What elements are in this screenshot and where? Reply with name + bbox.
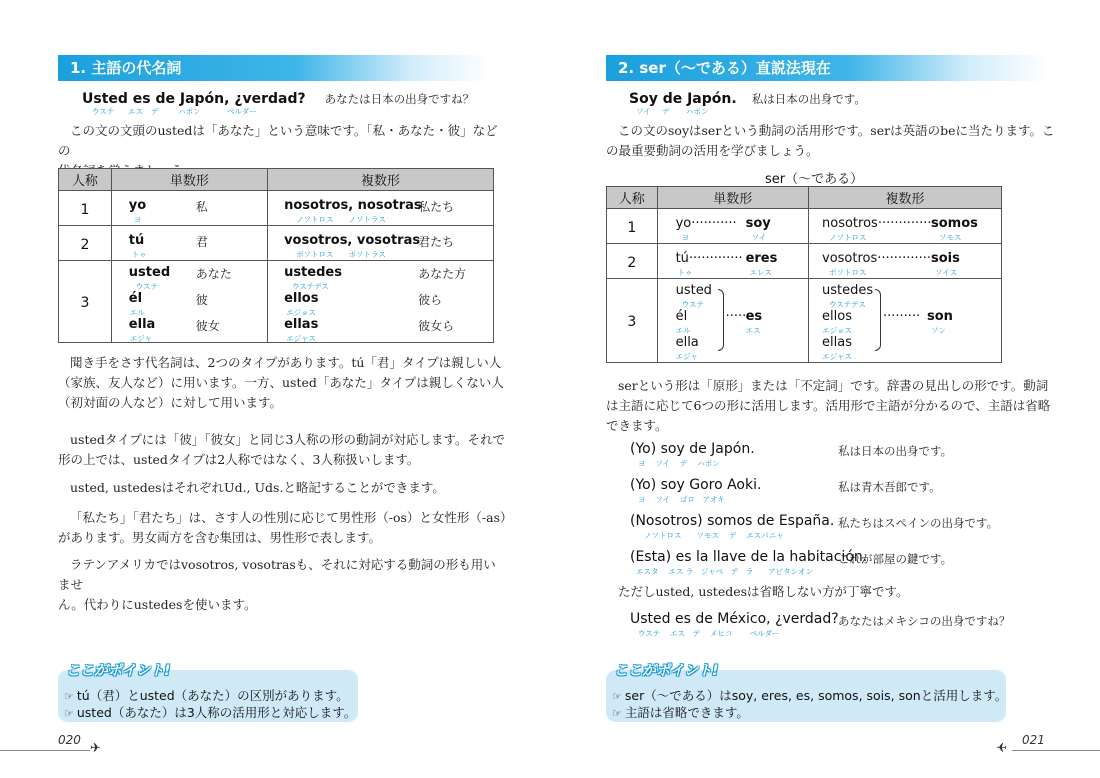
leader-dots: ········· xyxy=(883,309,921,324)
pointing-hand-icon: ☞ xyxy=(612,690,622,703)
japanese-translation: 私は日本の出身です。 xyxy=(751,92,866,106)
table-header: 複数形 xyxy=(809,187,1002,209)
intro-paragraph: この文のsoyはserという動詞の活用形です。serは英語のbeに当たります。こ の最重要動詞の活用を学びましょう。 xyxy=(606,123,1055,158)
kana-reading: ベルダー xyxy=(227,107,257,116)
body-paragraph: 聞き手をさす代名詞は、2つのタイプがあります。tú「君」タイプは親しい人 （家族、友人など）に用います。一方、usted「あなた」タイプは親しくない人 （初対面の人など）に対して用います。 xyxy=(58,355,504,410)
airplane-icon: ✈ xyxy=(90,741,101,756)
table-row: 1 yo ヨ 私 nosotros, nosotras ノソトロス ノソトラス 私たち xyxy=(59,191,494,226)
page-number: 021 xyxy=(1022,733,1045,747)
table-header: 単数形 xyxy=(657,187,808,209)
kana-reading: ハポン xyxy=(178,107,201,116)
body-paragraph: ustedタイプには「彼」「彼女」と同じ3人称の形の動詞が対応します。それで 形の上では、ustedタイプは2人称ではなく、3人称扱いします。 xyxy=(58,432,505,467)
body-paragraph: usted, ustedesはそれぞれUd., Uds.と略記することができます。 xyxy=(70,480,445,495)
point-line: ☞ usted（あなた）は3人称の活用形と対応します。 xyxy=(64,705,357,720)
pointing-hand-icon: ☞ xyxy=(64,690,74,703)
footer-rule xyxy=(1012,750,1100,751)
table-row: 1 yo··········· ヨ soy ソイ nosotros············· ノソトロス somos ソモス xyxy=(607,209,1002,244)
table-header: 人称 xyxy=(59,169,112,191)
example-sentence xyxy=(629,88,866,107)
body-paragraph: serという形は「原形」または「不定詞」です。辞書の見出しの形です。動詞 は主語に応じて6つの形に活用します。活用形で主語が分かるので、主語は省略 できます。 xyxy=(606,378,1051,433)
example-sentence: (Yo) soy Goro Aoki. xyxy=(630,477,762,493)
pronoun-table xyxy=(58,168,494,343)
example-sentence: Usted es de México, ¿verdad? xyxy=(630,611,839,627)
point-line: ☞ tú（君）とusted（あなた）の区別があります。 xyxy=(64,688,349,703)
spanish-text: Soy de Japón. xyxy=(629,91,737,107)
example-sentence: (Yo) soy de Japón. xyxy=(630,441,755,457)
footer-rule xyxy=(0,750,90,751)
example-sentence xyxy=(82,88,474,107)
airplane-icon: ✈ xyxy=(996,741,1007,756)
leader-dots: ····· xyxy=(725,309,747,324)
point-line: ☞ ser（〜である）はsoy, eres, es, somos, sois, sonと活用します。 xyxy=(612,688,1008,703)
example-sentence: (Nosotros) somos de España. xyxy=(630,513,835,529)
table-row: 2 tú············· トゥ eres エレス vosotros············· ボソトロス sois ソイス xyxy=(607,244,1002,279)
point-label: ここがポイント! xyxy=(614,663,719,679)
table-row: 2 tú トゥ 君 vosotros, vosotras ボソトロス ボソトラス 君たち xyxy=(59,226,494,261)
kana-reading: デ xyxy=(151,107,159,116)
conjugation-table xyxy=(606,186,1002,363)
point-label: ここがポイント! xyxy=(66,663,171,679)
brace xyxy=(718,289,724,351)
pointing-hand-icon: ☞ xyxy=(612,707,622,720)
table-caption: ser（〜である） xyxy=(765,172,864,187)
kana-reading: エス xyxy=(128,107,143,116)
section-title: 1. 主語の代名詞 xyxy=(58,55,490,81)
kana-reading: ウステ xyxy=(92,107,115,116)
brace xyxy=(875,289,881,351)
pointing-hand-icon: ☞ xyxy=(64,707,74,720)
table-header: 単数形 xyxy=(111,169,267,191)
section-title: 2. ser（〜である）直説法現在 xyxy=(606,55,1048,81)
body-paragraph: 「私たち」「君たち」は、さす人の性別に応じて男性形（-os）と女性形（-as） があります。男女両方を含む集団は、男性形で表します。 xyxy=(58,510,513,545)
right-page: 2. ser（〜である）直説法現在 Soy de Japón. 私は日本の出身です。 ソイ デ ハポン この文のsoyはserという動詞の活用形です。serは英語のbeに当たります。こ の最重要動詞の活用を学びましょう。 ser（〜である） 人称 単数形 複数形 1 yo··········· ヨ soy ソイ nosotros············· ノソトロス somos ソモス 2 tú············· トゥ eres エレス vosotros············· ボソトロス sois ソイス 3 usted ウステ él エル ella エジャ ····· es エス ustedes ウステデス ellos エジョス ellas エジャス ········· son ソン serという形は「原形」または「不定詞」です。辞書の見出しの形です。動詞 は主語に応じて6つの形に活用します。活用形で主語が分かるので、主語は省略 できます。 (Yo) soy de Japón. ヨ ソイ デ ハポン 私は日本の出身です。 (Yo) soy Goro Aoki. ヨ ソイ ゴロ アオキ 私は青木吾郎です。 (Nosotros) somos de España. ノソトロス ソモス デ エスパニャ 私たちはスペインの出身です。 (Esta) es la llave de la habitación. エスタ エス ラ ジャベ デ ラ アビタシオン これが部屋の鍵です。 ただしusted, ustedesは省略しない方が丁寧です。 Usted es de México, ¿verdad? ウステ エス デ メヒコ ベルダー あなたはメキシコの出身ですね？ ここがポイント! ☞ ser（〜である）はsoy, eres, es, somos, sois, sonと活用します。 ☞ 主語は省略できます。 ✈ 021 xyxy=(550,0,1100,778)
note: ただしusted, ustedesは省略しない方が丁寧です。 xyxy=(618,584,909,599)
example-sentence: (Esta) es la llave de la habitación. xyxy=(630,549,868,565)
table-header: 複数形 xyxy=(268,169,494,191)
table-row: 3 usted ウステ あなた él エル 彼 ella エジャ 彼女 ustedes ウステデス あなた方 ellos エジョス 彼ら ellas エジャス 彼女ら xyxy=(59,261,494,343)
table-row: 3 usted ウステ él エル ella エジャ ····· es エス ustedes ウステデス ellos エジョス ellas エジャス ········· son ソン xyxy=(607,279,1002,363)
japanese-translation: あなたは日本の出身ですね？ xyxy=(324,92,475,106)
intro-paragraph: この文の文頭のustedは「あなた」という意味です。「私・あなた・彼」などの xyxy=(58,123,498,158)
table-header: 人称 xyxy=(607,187,658,209)
page-number: 020 xyxy=(58,733,81,747)
spanish-text: Usted es de Japón, ¿verdad? xyxy=(82,91,306,107)
body-paragraph: ラテンアメリカではvosotros, vosotrasも、それに対応する動詞の形も用いませ ん。代わりにustedesを使います。 xyxy=(58,557,496,612)
point-line: ☞ 主語は省略できます。 xyxy=(612,705,749,720)
